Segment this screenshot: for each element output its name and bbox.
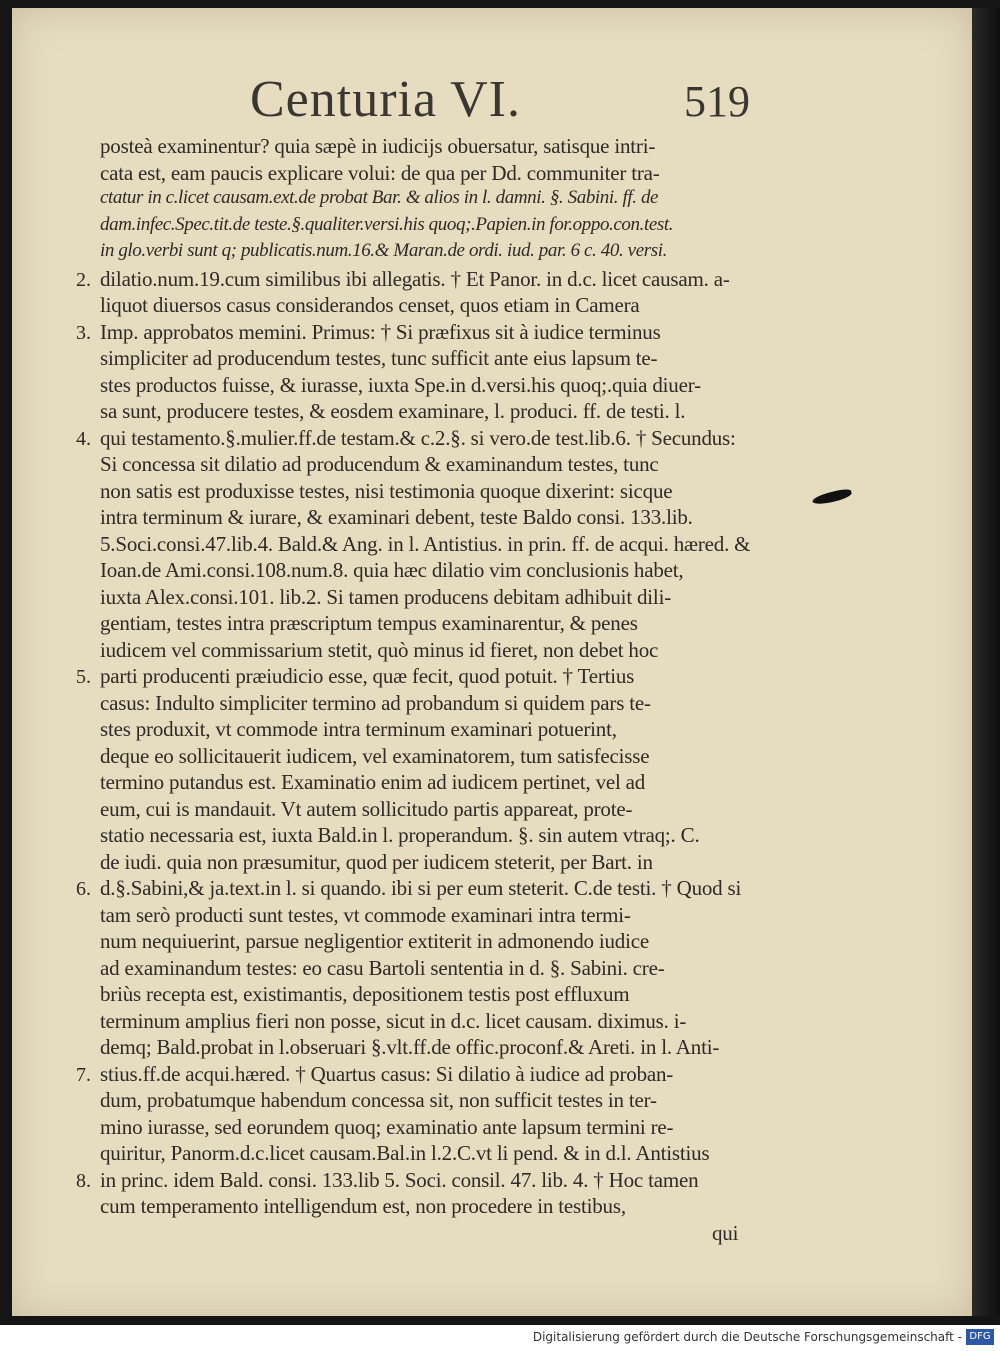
text-line: Imp. approbatos memini. Primus: † Si præfixus sit à iudice terminus bbox=[100, 319, 661, 344]
margin-number: 6. bbox=[76, 878, 91, 900]
margin-number: 2. bbox=[76, 268, 91, 291]
text-line: dam.infec.Spec.tit.de teste.§.qualiter.versi.his quoq;.Papien.in for.oppo.con.test. bbox=[100, 213, 674, 235]
text-line: in glo.verbi sunt q; publicatis.num.16.& Maran.de ordi. iud. par. 6 c. 40. versi. bbox=[100, 240, 667, 261]
text-line: sa sunt, producere testes, & eosdem examinare, l. produci. ff. de testi. l. bbox=[100, 399, 686, 423]
text-line: d.§.Sabini,& ja.text.in l. si quando. ibi si per eum steterit. C.de testi. † Quod si bbox=[100, 876, 742, 900]
text-line: posteà examinentur? quia sæpè in iudicijs obuersatur, satisque intri- bbox=[100, 134, 656, 158]
text-line: Ioan.de Ami.consi.108.num.8. quia hæc dilatio vim conclusionis habet, bbox=[100, 558, 684, 582]
text-line: iuxta Alex.consi.101. lib.2. Si tamen producens debitam adhibuit dili- bbox=[100, 584, 671, 609]
text-line: liquot diuersos casus considerandos censet, quos etiam in Camera bbox=[100, 293, 640, 317]
text-line: stius.ff.de acqui.hæred. † Quartus casus: Si dilatio à iudice ad proban- bbox=[100, 1061, 674, 1086]
dfg-logo: DFG bbox=[966, 1329, 994, 1345]
text-line: Si concessa sit dilatio ad producendum & examinandum testes, tunc bbox=[100, 452, 659, 476]
text-line: statio necessaria est, iuxta Bald.in l. properandum. §. sin autem vtraq;. C. bbox=[100, 823, 700, 847]
text-line: de iudi. quia non præsumitur, quod per iudicem steterit, per Bart. in bbox=[100, 849, 653, 874]
text-line: demq; Bald.probat in l.obseruari §.vlt.ff.de offic.proconf.& Areti. in l. Anti- bbox=[100, 1035, 720, 1059]
text-line: briùs recepta est, existimantis, depositionem testis post effluxum bbox=[100, 982, 630, 1006]
text-line: eum, cui is mandauit. Vt autem sollicitudo partis appareat, prote- bbox=[100, 796, 633, 821]
footer-credit: Digitalisierung gefördert durch die Deutsche Forschungsgemeinschaft - bbox=[532, 1330, 962, 1344]
margin-number: 8. bbox=[76, 1169, 91, 1192]
margin-number: 7. bbox=[76, 1063, 91, 1086]
text-line: gentiam, testes intra præscriptum tempus examinarentur, & penes bbox=[100, 611, 638, 635]
text-line: parti producenti præiudicio esse, quæ fecit, quod potuit. † Tertius bbox=[100, 664, 635, 688]
margin-number: 3. bbox=[76, 321, 91, 344]
text-line: quiritur, Panorm.d.c.licet causam.Bal.in l.2.C.vt li pend. & in d.l. Antistius bbox=[100, 1141, 710, 1165]
margin-number: 5. bbox=[76, 666, 91, 688]
text-line: cum temperamento intelligendum est, non procedere in testibus, bbox=[100, 1194, 626, 1218]
text-line: terminum amplius fieri non posse, sicut in d.c. licet causam. diximus. i- bbox=[100, 1008, 687, 1033]
text-line: termino putandus est. Examinatio enim ad iudicem pertinet, vel ad bbox=[100, 770, 646, 794]
text-line: cata est, eam paucis explicare volui: de qua per Dd. communiter tra- bbox=[100, 160, 660, 185]
text-line: stes productos fuisse, & iurasse, iuxta Spe.in d.versi.his quoq;.quia diuer- bbox=[100, 372, 701, 397]
text-line: deque eo sollicitauerit iudicem, vel examinatorem, tum satisfecisse bbox=[100, 743, 650, 768]
text-line: iudicem vel commissarium stetit, quò minus id fieret, non debet hoc bbox=[100, 637, 659, 662]
text-line: non satis est produxisse testes, nisi testimonia quoque dixerint: sicque bbox=[100, 478, 673, 503]
text-line: casus: Indulto simpliciter termino ad probandum si quidem pars te- bbox=[100, 690, 651, 715]
text-line: dilatio.num.19.cum similibus ibi allegatis. † Et Panor. in d.c. licet causam. a- bbox=[100, 266, 730, 291]
text-line: qui testamento.§.mulier.ff.de testam.& c.2.§. si vero.de test.lib.6. † Secundus: bbox=[100, 425, 736, 450]
text-line: simpliciter ad producendum testes, tunc sufficit ante eius lapsum te- bbox=[100, 346, 658, 370]
text-line: ad examinandum testes: eo casu Bartoli sententia in d. §. Sabini. cre- bbox=[100, 955, 665, 980]
text-line: qui bbox=[712, 1220, 739, 1245]
text-line: 5.Soci.consi.47.lib.4. Bald.& Ang. in l. Antistius. in prin. ff. de acqui. hæred. & bbox=[100, 531, 751, 556]
text-line: mino iurasse, sed eorundem quoq; examinatio ante lapsum termini re- bbox=[100, 1114, 674, 1139]
text-line: intra terminum & iurare, & examinari debent, teste Baldo consi. 133.lib. bbox=[100, 505, 693, 529]
text-line: in princ. idem Bald. consi. 133.lib 5. Soci. consil. 47. lib. 4. † Hoc tamen bbox=[100, 1167, 699, 1192]
running-head: Centuria VI. bbox=[250, 71, 521, 128]
text-line: num nequiuerint, parsue negligentior extiterit in admonendo iudice bbox=[100, 929, 649, 953]
text-line: tam serò producti sunt testes, vt commode examinari intra termi- bbox=[100, 902, 631, 927]
page-number: 519 bbox=[684, 77, 750, 126]
text-line: dum, probatumque habendum concessa sit, non sufficit testes in ter- bbox=[100, 1088, 657, 1112]
text-line: ctatur in c.licet causam.ext.de probat Bar. & alios in l. damni. §. Sabini. ff. de bbox=[100, 187, 659, 208]
footer bbox=[0, 1325, 1000, 1351]
scan-edge bbox=[972, 8, 1000, 1316]
text-line: stes produxit, vt commode intra terminum examinari potuerint, bbox=[100, 717, 617, 741]
margin-number: 4. bbox=[76, 427, 91, 450]
